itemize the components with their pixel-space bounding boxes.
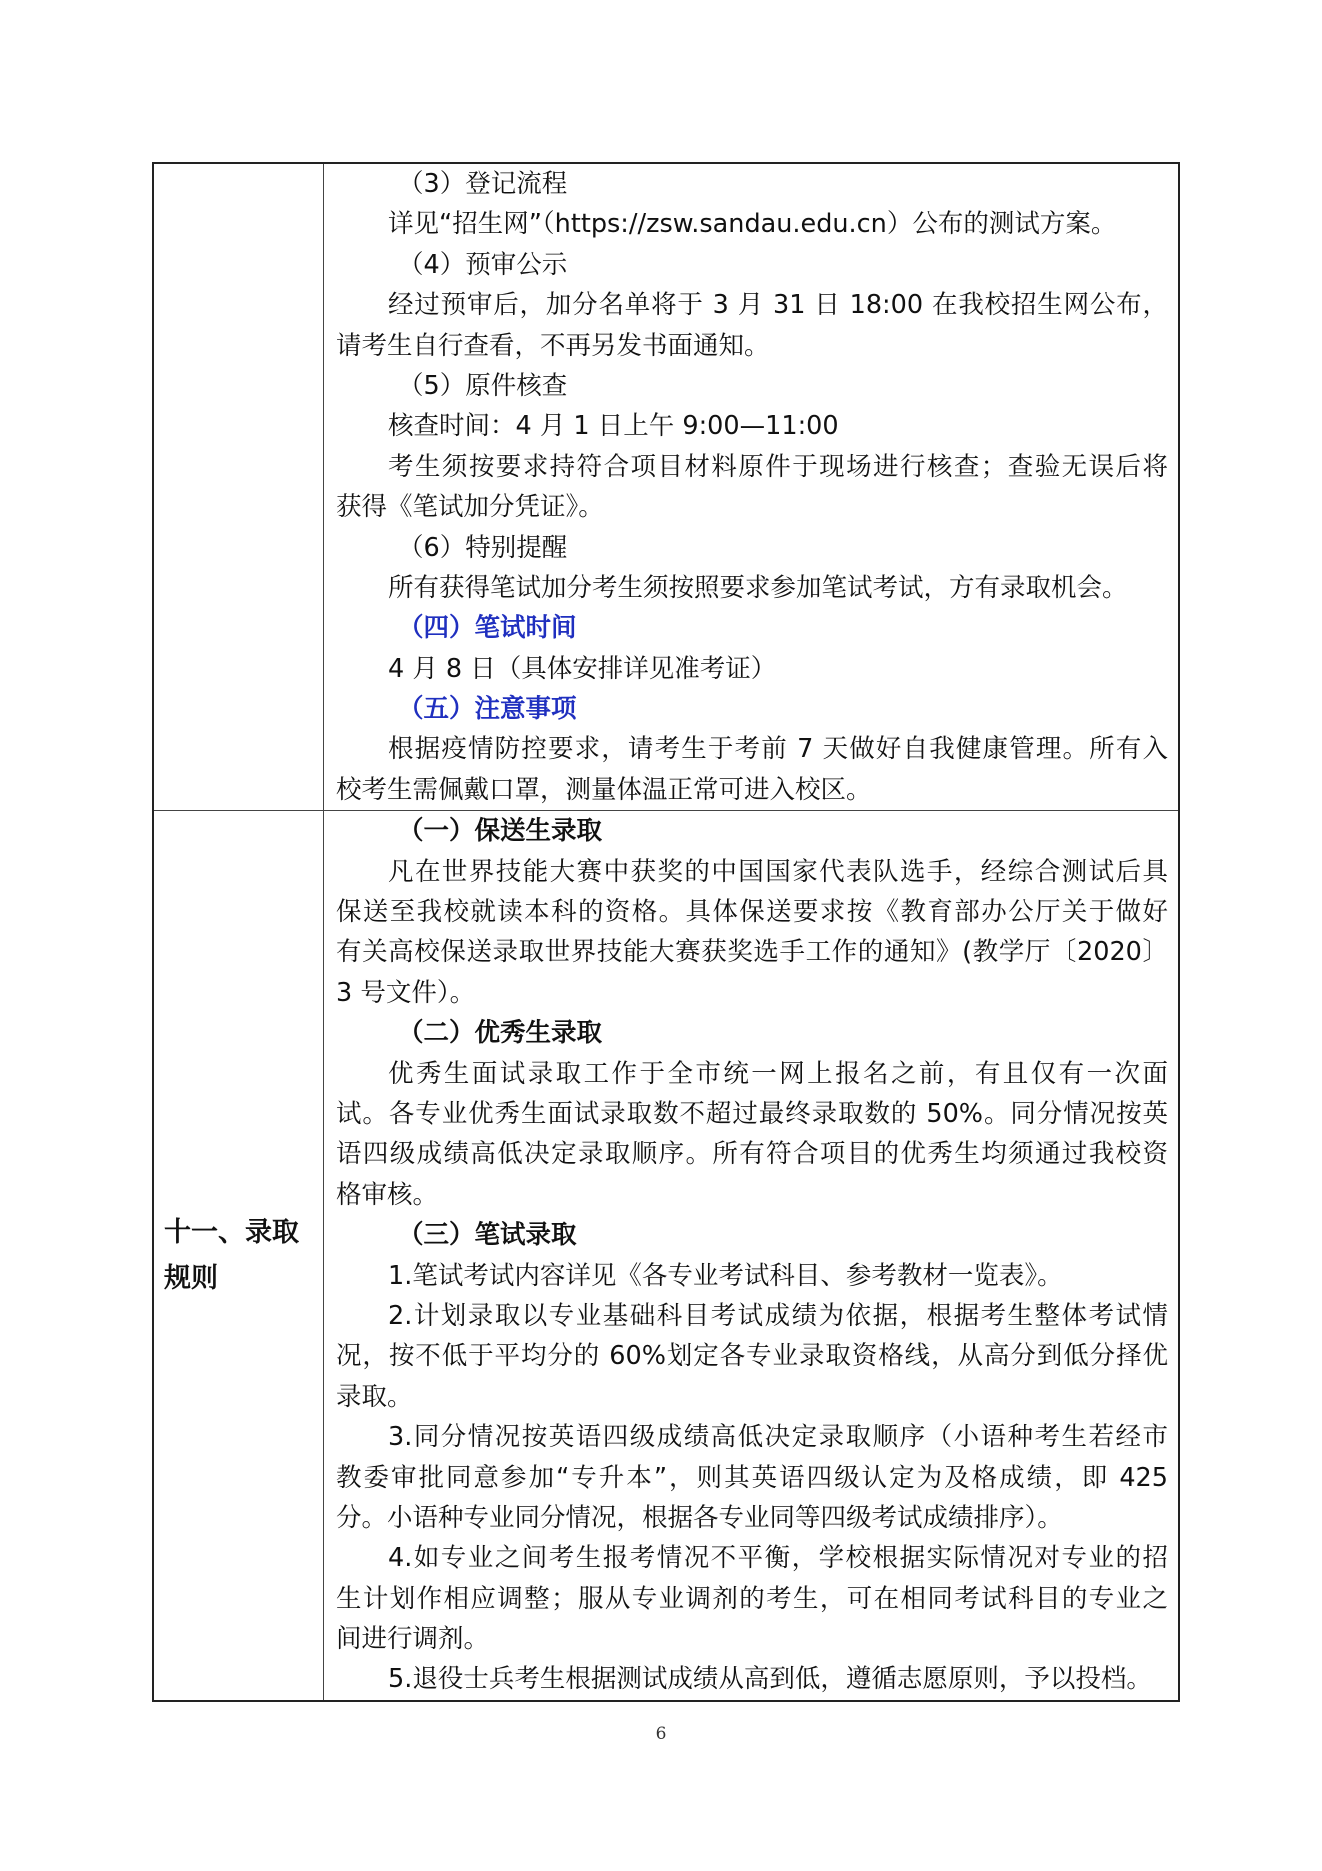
table-row [154, 164, 1178, 810]
text-line: 生计划作相应调整；服从专业调剂的考生，可在相同考试科目的专业之 [336, 1583, 1168, 1614]
paragraph [336, 852, 1168, 1014]
page-number: 6 [655, 1724, 667, 1744]
subheading [336, 811, 1168, 851]
subheading [336, 1013, 1168, 1053]
text-line: （五）注意事项 [398, 694, 577, 725]
subheading [336, 528, 1168, 568]
text-line: 3 号文件）。 [336, 977, 476, 1008]
text-line: （三）笔试录取 [398, 1220, 577, 1251]
text-line: （四）笔试时间 [398, 613, 577, 644]
section-content-cell [324, 164, 1178, 810]
section-label-cell [154, 811, 324, 1700]
section-label-line: 规则 [164, 1262, 218, 1294]
text-line: 根据疫情防控要求，请考生于考前 7 天做好自我健康管理。所有入 [388, 734, 1168, 765]
text-line: 经过预审后，加分名单将于 3 月 31 日 18:00 在我校招生网公布， [388, 290, 1168, 321]
paragraph [336, 1256, 1168, 1296]
text-line: 分。小语种专业同分情况，根据各专业同等四级考试成绩排序）。 [336, 1502, 1063, 1533]
text-line: 5.退役士兵考生根据测试成绩从高到低，遵循志愿原则，予以投档。 [388, 1664, 1152, 1695]
admission-rules-table [152, 162, 1180, 1702]
text-line: 凡在世界技能大赛中获奖的中国国家代表队选手，经综合测试后具 [388, 856, 1168, 887]
text-line: 教委审批同意参加“专升本”，则其英语四级认定为及格成绩，即 425 [336, 1462, 1168, 1493]
subheading [336, 164, 1168, 204]
paragraph [336, 406, 1168, 446]
text-line: 详见“招生网”（https://zsw.sandau.edu.cn）公布的测试方案。 [388, 209, 1117, 240]
subheading [336, 245, 1168, 285]
text-line: 校考生需佩戴口罩，测量体温正常可进入校区。 [336, 774, 872, 805]
paragraph [336, 1054, 1168, 1216]
text-line: 语四级成绩高低决定录取顺序。所有符合项目的优秀生均须通过我校资 [336, 1139, 1168, 1170]
table-row [154, 810, 1178, 1700]
section-label [164, 1210, 299, 1302]
text-line: 试。各专业优秀生面试录取数不超过最终录取数的 50%。同分情况按英 [336, 1098, 1168, 1129]
paragraph [336, 1296, 1168, 1417]
text-line: 1.笔试考试内容详见《各专业考试科目、参考教材一览表》。 [388, 1260, 1063, 1291]
text-line: 格审核。 [336, 1179, 439, 1210]
subheading [336, 608, 1168, 648]
section-label-line: 十一、录取 [164, 1216, 299, 1248]
text-line: （4）预审公示 [398, 249, 568, 280]
paragraph [336, 1659, 1168, 1699]
subheading [336, 366, 1168, 406]
text-line: 3.同分情况按英语四级成绩高低决定录取顺序（小语种考生若经市 [388, 1422, 1168, 1453]
text-line: （5）原件核查 [398, 370, 568, 401]
text-line: 请考生自行查看，不再另发书面通知。 [336, 330, 770, 361]
paragraph [336, 649, 1168, 689]
paragraph [336, 568, 1168, 608]
text-line: 有关高校保送录取世界技能大赛获奖选手工作的通知》(教学厅〔2020〕 [336, 937, 1168, 968]
text-line: 间进行调剂。 [336, 1624, 490, 1655]
text-line: （6）特别提醒 [398, 532, 568, 563]
paragraph [336, 285, 1168, 366]
subheading [336, 689, 1168, 729]
text-line: 保送至我校就读本科的资格。具体保送要求按《教育部办公厅关于做好 [336, 897, 1168, 928]
paragraph [336, 1538, 1168, 1659]
text-line: 核查时间：4 月 1 日上午 9:00—11:00 [388, 411, 839, 442]
text-line: （一）保送生录取 [398, 816, 603, 847]
text-line: 录取。 [336, 1381, 413, 1412]
paragraph [336, 447, 1168, 528]
text-line: 优秀生面试录取工作于全市统一网上报名之前，有且仅有一次面 [388, 1058, 1168, 1089]
section-label-cell [154, 164, 324, 810]
section-content-cell [324, 811, 1178, 1700]
text-line: 4.如专业之间考生报考情况不平衡，学校根据实际情况对专业的招 [388, 1543, 1168, 1574]
text-line: （3）登记流程 [398, 169, 568, 199]
text-line: （二）优秀生录取 [398, 1018, 603, 1049]
paragraph [336, 729, 1168, 810]
subheading [336, 1215, 1168, 1255]
text-line: 获得《笔试加分凭证》。 [336, 492, 604, 523]
text-line: 考生须按要求持符合项目材料原件于现场进行核查；查验无误后将 [388, 451, 1168, 482]
text-line: 4 月 8 日（具体安排详见准考证） [388, 653, 777, 684]
paragraph [336, 1417, 1168, 1538]
text-line: 所有获得笔试加分考生须按照要求参加笔试考试，方有录取机会。 [388, 572, 1128, 603]
text-line: 况，按不低于平均分的 60%划定各专业录取资格线，从高分到低分择优 [336, 1341, 1168, 1372]
text-line: 2.计划录取以专业基础科目考试成绩为依据，根据考生整体考试情 [388, 1300, 1168, 1331]
paragraph [336, 204, 1168, 244]
